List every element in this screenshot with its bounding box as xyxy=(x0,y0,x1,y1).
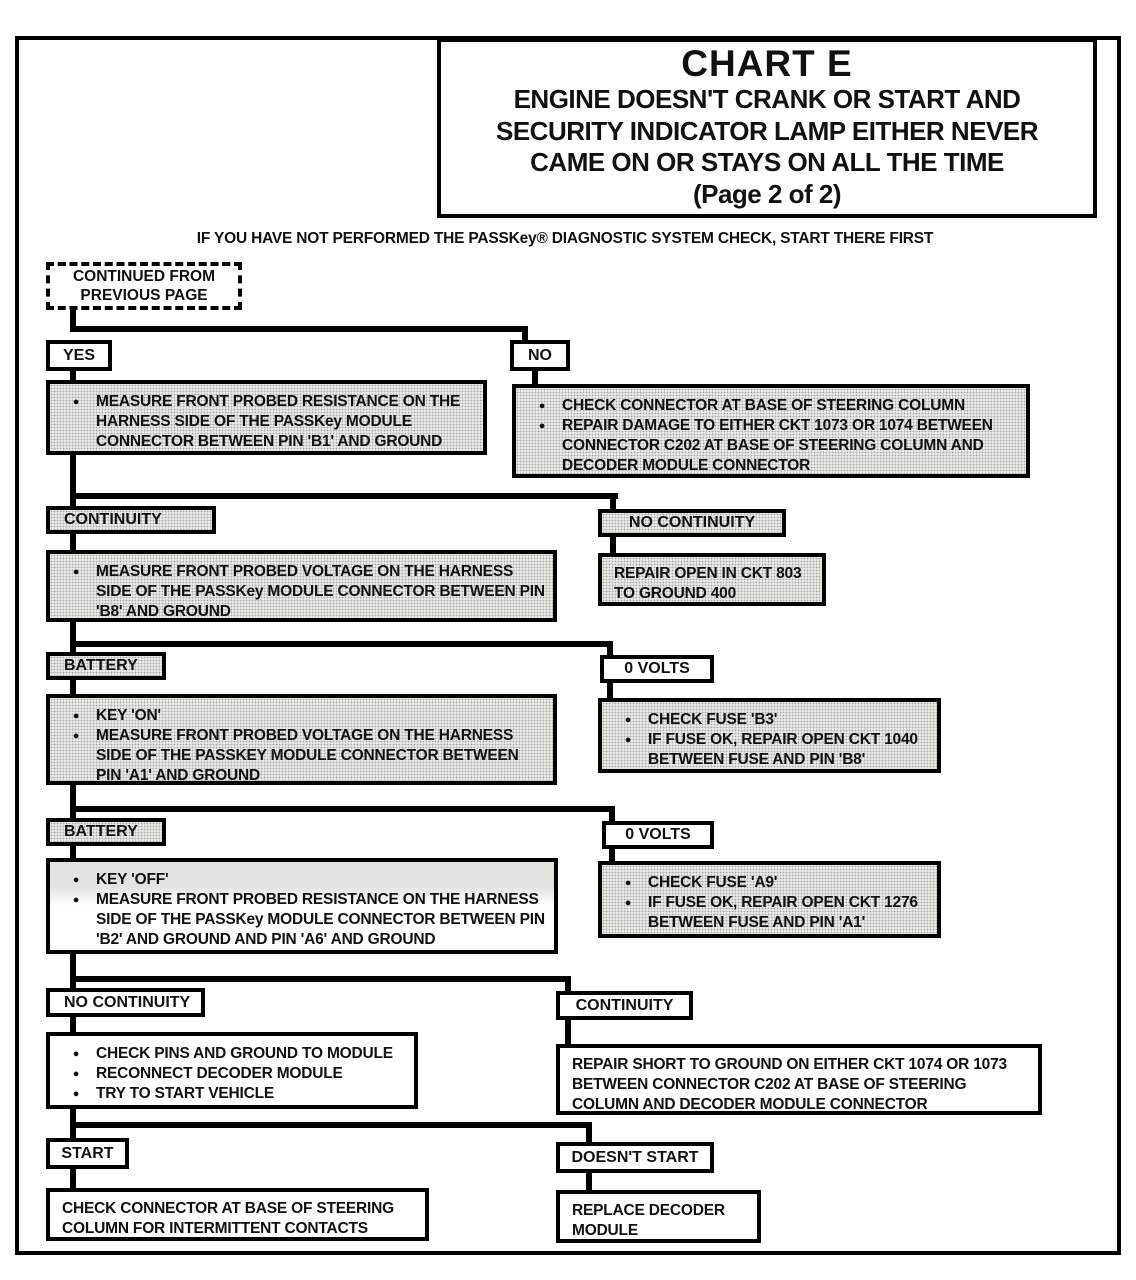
chart-title: CHART E xyxy=(681,43,853,85)
action-check-fuse-a9 xyxy=(598,861,941,938)
decision-label-continuity-2: CONTINUITY xyxy=(556,991,693,1020)
action-no-branch-repair xyxy=(512,384,1030,478)
action-item: ● CHECK PINS AND GROUND TO MODULE xyxy=(56,1044,406,1064)
chart-subtitle-line3: CAME ON OR STAYS ON ALL THE TIME xyxy=(530,147,1004,178)
action-item: ● MEASURE FRONT PROBED VOLTAGE ON THE HARNESS SIDE OF THE PASSKey MODULE CONNECTOR BETWEEN PIN 'B8' AND GROUND xyxy=(56,562,545,622)
bullet-icon: ● xyxy=(72,1088,80,1100)
action-item: ● IF FUSE OK, REPAIR OPEN CKT 1276 BETWEEN FUSE AND PIN 'A1' xyxy=(608,893,929,933)
chart-subtitle-line2: SECURITY INDICATOR LAMP EITHER NEVER xyxy=(495,115,1039,146)
decision-label-doesnt-start: DOESN'T START xyxy=(556,1142,714,1173)
connector xyxy=(70,952,76,992)
action-measure-resistance-b2-a6 xyxy=(46,858,558,954)
continued-line2: PREVIOUS PAGE xyxy=(80,287,208,304)
bullet-icon: ● xyxy=(538,400,546,412)
bullet-icon: ● xyxy=(72,894,80,906)
decision-label-start: START xyxy=(46,1138,129,1169)
connector xyxy=(565,1016,571,1045)
decision-label-no-continuity-1: NO CONTINUITY xyxy=(598,509,786,537)
action-check-fuse-b3 xyxy=(598,698,941,773)
action-measure-voltage-a1 xyxy=(46,694,557,785)
bullet-icon: ● xyxy=(624,877,632,889)
connector xyxy=(70,493,618,499)
decision-label-battery-2: BATTERY xyxy=(46,818,166,846)
chart-subtitle-line1: ENGINE DOESN'T CRANK OR START AND xyxy=(513,83,1021,114)
action-item: ● REPAIR DAMAGE TO EITHER CKT 1073 OR 1074 BETWEEN CONNECTOR C202 AT BASE OF STEERING COLUMN AND DECODER MODULE CONNECTOR xyxy=(522,416,1018,476)
action-item: ● CHECK FUSE 'A9' xyxy=(608,873,929,893)
bullet-icon: ● xyxy=(72,1048,80,1060)
action-check-connector-intermittent: CHECK CONNECTOR AT BASE OF STEERING COLUMN FOR INTERMITTENT CONTACTS xyxy=(46,1188,429,1241)
bullet-icon: ● xyxy=(538,420,546,432)
action-item: ● MEASURE FRONT PROBED RESISTANCE ON THE HARNESS SIDE OF THE PASSKey MODULE CONNECTOR BETWEEN PIN 'B2' AND GROUND AND PIN 'A6' AND GROUND xyxy=(56,890,546,950)
action-item: ● KEY 'OFF' xyxy=(56,870,546,890)
chart-page-indicator: (Page 2 of 2) xyxy=(692,179,842,210)
bullet-icon: ● xyxy=(624,897,632,909)
action-repair-ckt803: REPAIR OPEN IN CKT 803 TO GROUND 400 xyxy=(598,553,826,606)
action-measure-resistance-b1 xyxy=(46,380,487,455)
decision-label-battery-1: BATTERY xyxy=(46,652,166,680)
diagnostic-note: IF YOU HAVE NOT PERFORMED THE PASSKey® DIAGNOSTIC SYSTEM CHECK, START THERE FIRST xyxy=(196,230,934,247)
continued-line1: CONTINUED FROM xyxy=(72,267,216,285)
action-item: ● CHECK CONNECTOR AT BASE OF STEERING COLUMN xyxy=(522,396,1018,416)
action-measure-voltage-b8 xyxy=(46,550,557,622)
action-item: ● TRY TO START VEHICLE xyxy=(56,1084,406,1104)
decision-label-0volts-2: 0 VOLTS xyxy=(602,821,714,849)
chart-title-box xyxy=(437,38,1097,218)
bullet-icon: ● xyxy=(624,714,632,726)
decision-label-yes: YES xyxy=(46,340,112,371)
action-check-pins xyxy=(46,1032,418,1109)
action-item: ● RECONNECT DECODER MODULE xyxy=(56,1064,406,1084)
connector xyxy=(70,1014,76,1034)
bullet-icon: ● xyxy=(72,566,80,578)
bullet-icon: ● xyxy=(624,734,632,746)
connector xyxy=(70,641,613,647)
decision-label-0volts-1: 0 VOLTS xyxy=(600,655,714,683)
connector xyxy=(607,680,613,700)
connector xyxy=(70,326,528,332)
bullet-icon: ● xyxy=(72,710,80,722)
decision-label-no: NO xyxy=(510,340,570,371)
action-item: ● IF FUSE OK, REPAIR OPEN CKT 1040 BETWEEN FUSE AND PIN 'B8' xyxy=(608,730,929,770)
connector xyxy=(70,976,571,982)
decision-label-no-continuity-2: NO CONTINUITY xyxy=(46,988,205,1017)
connector xyxy=(70,452,76,508)
node-continued-from-previous-page xyxy=(46,262,242,310)
action-item: ● CHECK FUSE 'B3' xyxy=(608,710,929,730)
bullet-icon: ● xyxy=(72,874,80,886)
action-replace-decoder-module: REPLACE DECODER MODULE xyxy=(556,1190,761,1243)
connector xyxy=(70,1122,592,1128)
bullet-icon: ● xyxy=(72,730,80,742)
bullet-icon: ● xyxy=(72,1068,80,1080)
decision-label-continuity-1: CONTINUITY xyxy=(46,506,216,534)
bullet-icon: ● xyxy=(72,396,80,408)
connector xyxy=(70,806,615,812)
action-item: ● KEY 'ON' xyxy=(56,706,545,726)
action-item: ● MEASURE FRONT PROBED VOLTAGE ON THE HARNESS SIDE OF THE PASSKEY MODULE CONNECTOR BETWEEN PIN 'A1' AND GROUND xyxy=(56,726,545,786)
action-item: ● MEASURE FRONT PROBED RESISTANCE ON THE HARNESS SIDE OF THE PASSKey MODULE CONNECTOR BETWEEN PIN 'B1' AND GROUND xyxy=(56,392,475,452)
action-repair-short: REPAIR SHORT TO GROUND ON EITHER CKT 1074 OR 1073 BETWEEN CONNECTOR C202 AT BASE OF STEERING COLUMN AND DECODER MODULE CONNECTOR xyxy=(556,1044,1042,1115)
